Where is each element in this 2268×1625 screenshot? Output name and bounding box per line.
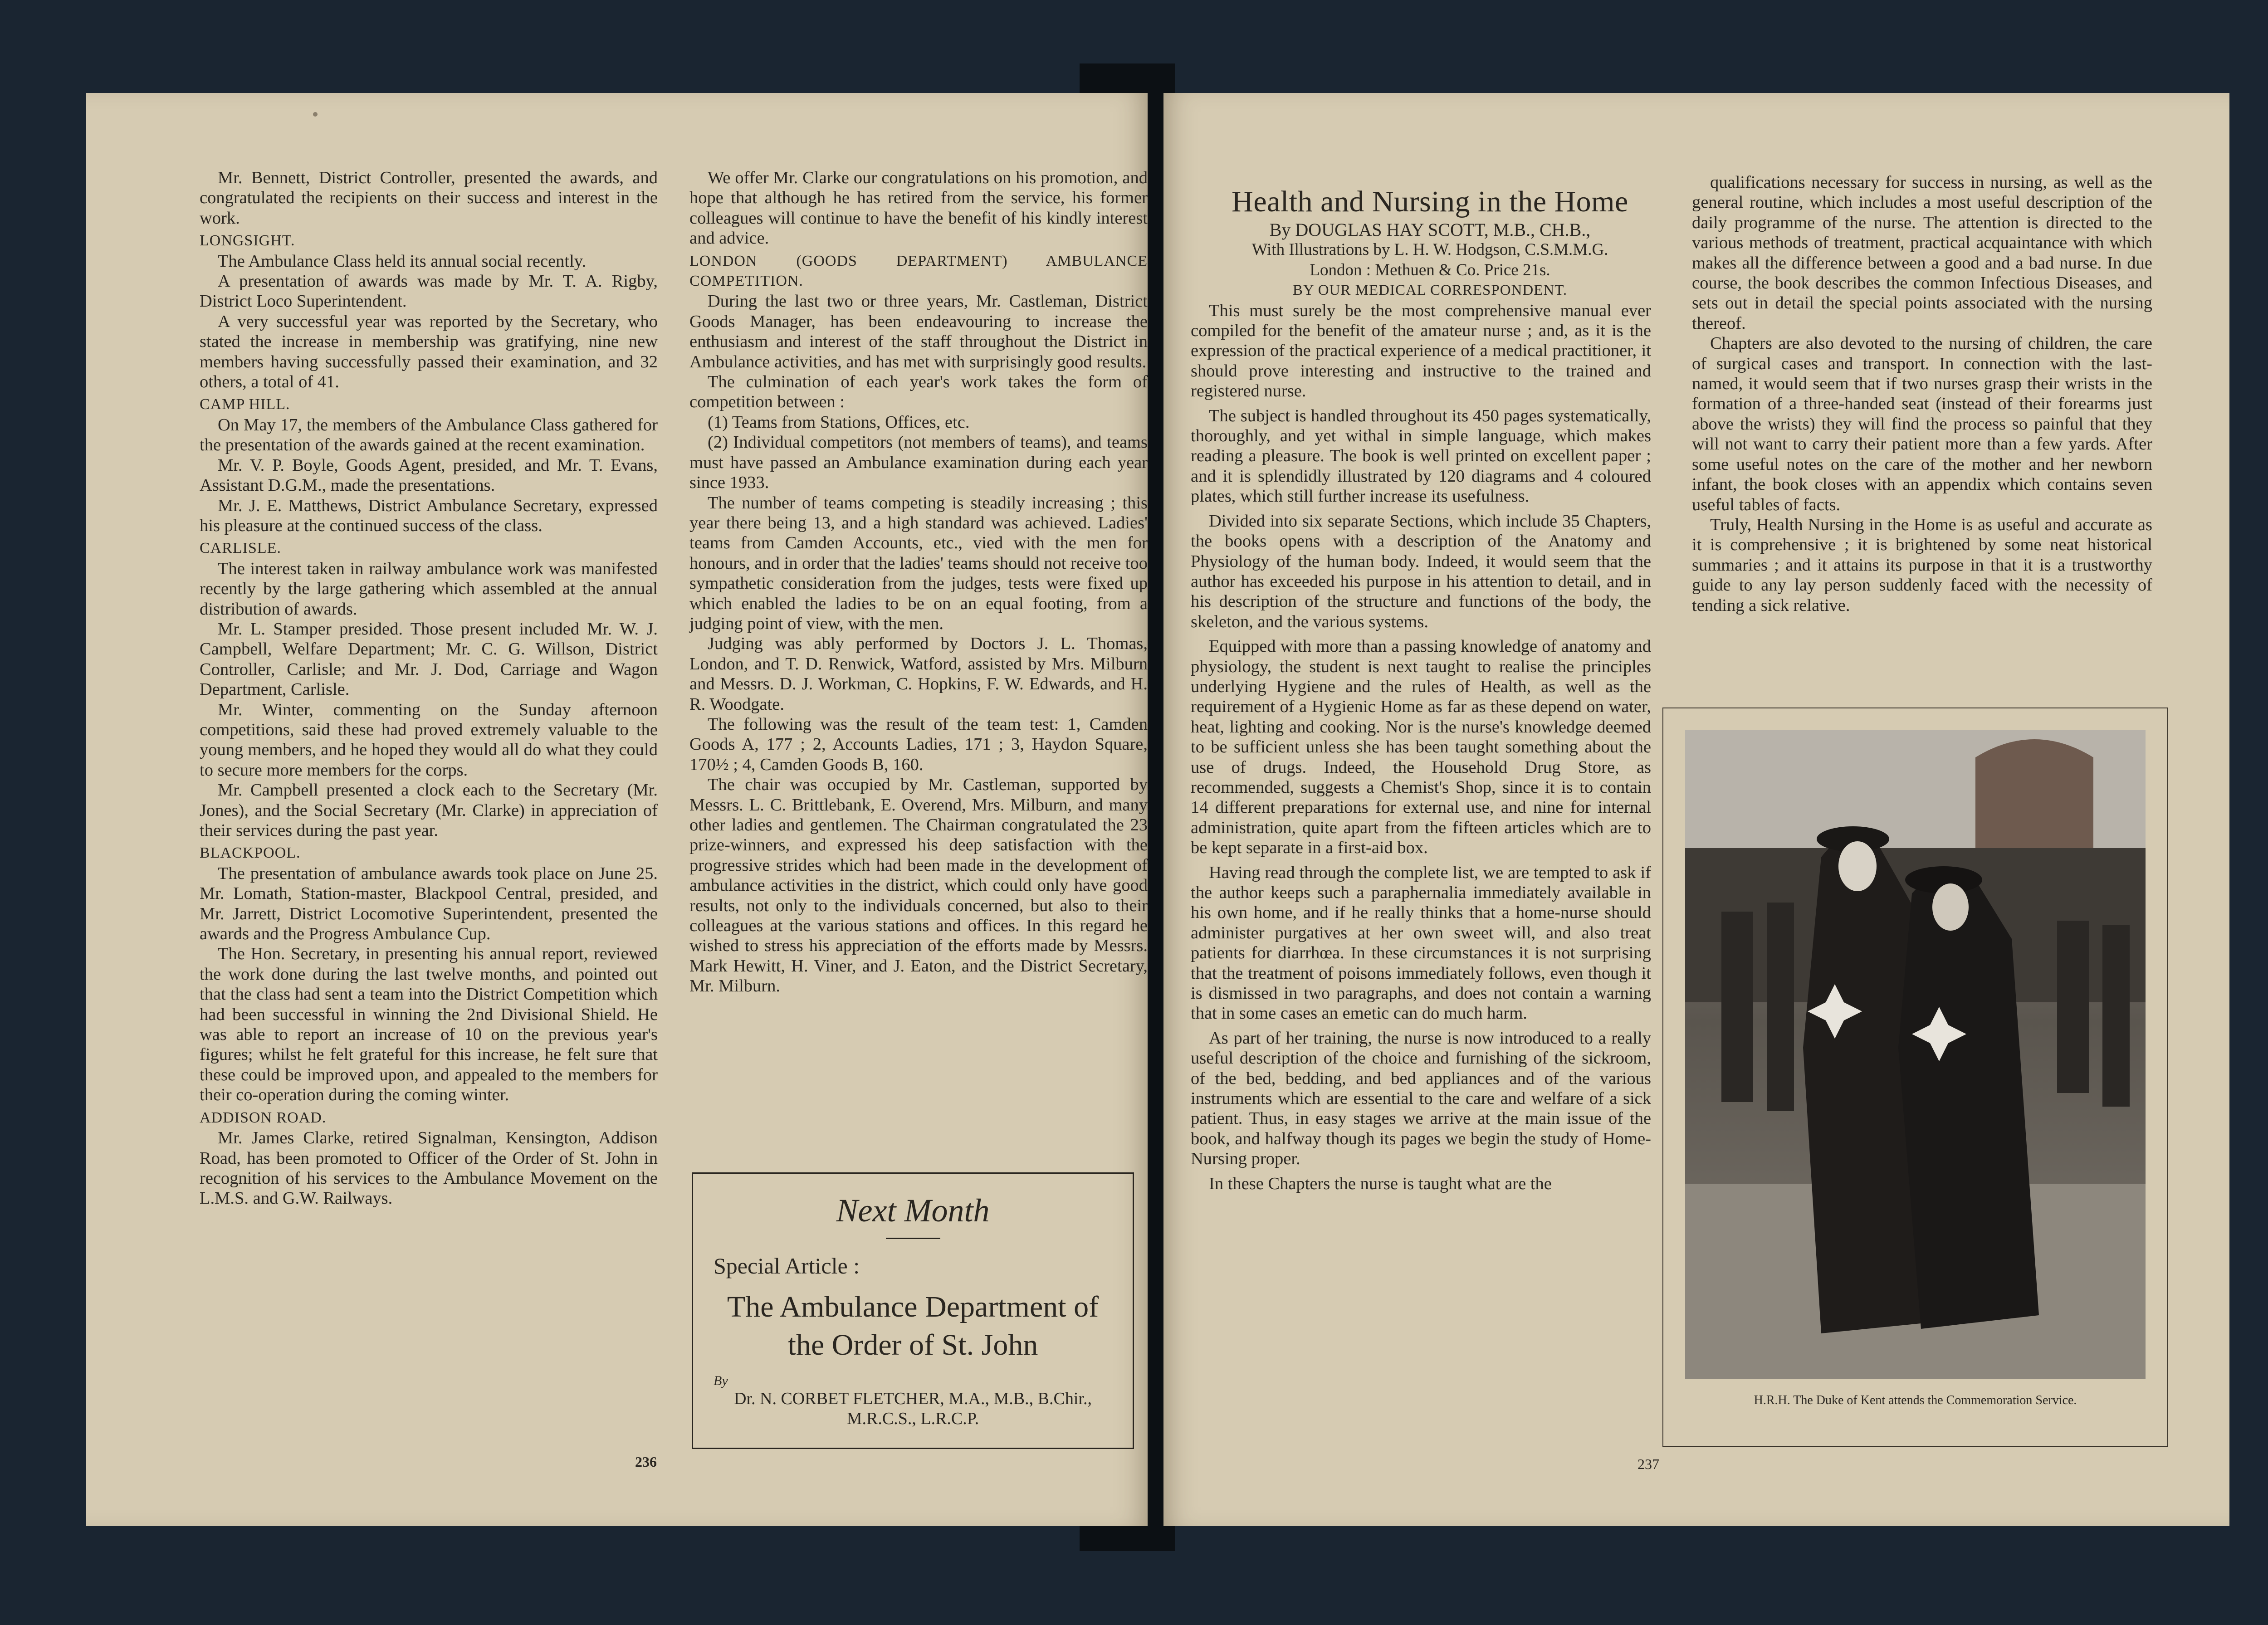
paragraph: We offer Mr. Clarke our congratulations on his promotion, and hope that although he has retired from the service, his former colleagues will continue to have the benefit of his kindly interest and advice. <box>689 168 1148 248</box>
paragraph: The chair was occupied by Mr. Castleman, supported by Messrs. L. C. Brittlebank, E. Overend, Mrs. Milburn, and many other ladies and gentlemen. The Chairman congratulated the 23 prize-winners, and expressed his deep satisfaction with the progressive strides which had been made in the development of ambulance activities in the district, which could only have good results, not only to the individuals concerned, but also to their colleagues at the various stations and offices. In this regard he wished to stress his appreciation of the efforts made by Messrs. Mark Hewitt, H. Viner, and J. Eaton, and the District Secretary, Mr. Milburn. <box>689 775 1148 996</box>
next-month-title: Next Month <box>836 1192 990 1229</box>
paragraph: Having read through the complete list, we are tempted to ask if the author keeps such a paraphernalia immediately available in his own home, and if he really thinks that a home-nurse should administer purgatives at her own sweet will, and also treat patients for diarrhœa. In these circumstances it is not surprising that the treatment of poisons immediately follows, even though it is dismissed in two paragraphs, and does not contain a warning that in some cases an emetic can do much harm. <box>1191 863 1651 1023</box>
paragraph-gap <box>1191 632 1651 636</box>
paragraph: The following was the result of the team test: 1, Camden Goods A, 177 ; 2, Accounts Ladies, 171 ; 3, Haydon Square, 170½ ; 4, Camden Goods B, 160. <box>689 714 1148 774</box>
paragraph-gap <box>1191 507 1651 511</box>
left-column-1 <box>200 168 658 1209</box>
paragraph: The Ambulance Class held its annual social recently. <box>218 251 587 271</box>
section-heading: ADDISON ROAD. <box>200 1109 327 1126</box>
left-column-2 <box>689 168 1148 996</box>
section-heading: CARLISLE. <box>200 540 281 557</box>
paragraph: Chapters are also devoted to the nursing of children, the care of surgical cases and transport. In connection with the last-named, it would seem that if two nurses grasp their wrists in the formation of a three-handed seat (instead of their forearms just above the wrists) they will find the process so painful that they will not want to carry their patient more than a few yards. After some useful notes on the care of the mother and her newborn infant, the book closes with an appendix which contains seven useful tables of facts. <box>1692 334 2152 514</box>
paragraph: Mr. Campbell presented a clock each to the Secretary (Mr. Jones), and the Social Secretary (Mr. Clarke) in appreciation of their services during the past year. <box>200 781 658 840</box>
paragraph: Mr. Bennett, District Controller, presented the awards, and congratulated the recipients on their success and interest in the work. <box>200 168 658 228</box>
paragraph: A presentation of awards was made by Mr. T. A. Rigby, District Loco Superintendent. <box>200 272 658 311</box>
paragraph-gap <box>1191 1169 1651 1174</box>
paragraph: qualifications necessary for success in nursing, as well as the general routine, which includes a most useful description of the daily programme of the nurse. The attention is directed to the various methods of treatment, practical acquaintance with which makes all the difference between a good and a bad nurse. In due course, the book describes the common Infectious Diseases, and sets out in detail the special points associated with the nursing thereof. <box>1692 173 2152 333</box>
section-heading: CAMP HILL. <box>200 396 290 413</box>
paragraph: The interest taken in railway ambulance work was manifested recently by the large gathering which assembled at the annual distribution of awards. <box>200 559 658 619</box>
next-month-article-title: The Ambulance Department of the Order of St. John <box>727 1290 1099 1361</box>
left-page-number: 236 <box>635 1454 657 1470</box>
paragraph-gap <box>1191 401 1651 406</box>
photo-caption: H.R.H. The Duke of Kent attends the Commemoration Service. <box>1754 1393 2077 1407</box>
next-month-box <box>692 1172 1134 1449</box>
paragraph: In these Chapters the nurse is taught what are the <box>1209 1174 1552 1193</box>
article-publisher: London : Methuen & Co. Price 21s. <box>1310 260 1550 279</box>
paragraph: On May 17, the members of the Ambulance Class gathered for the presentation of the awards gained at the recent examination. <box>200 415 658 455</box>
paragraph: A very successful year was reported by the Secretary, who stated the increase in membership was gratifying, nine new members having successfully passed their examination, and 32 others, a total of 41. <box>200 312 658 392</box>
article-title: Health and Nursing in the Home <box>1232 185 1628 218</box>
paragraph-gap <box>1191 858 1651 863</box>
photo-duke-of-kent <box>1685 730 2146 1379</box>
byline-prefix: By <box>1269 220 1291 240</box>
paragraph: The number of teams competing is steadily increasing ; this year there being 13, and a high standard was achieved. Ladies' teams from Camden Accounts, etc., vied with the men for honours, and in order that the ladies' teams should not receive too sympathetic consideration from the judges, tests were fixed up which enabled the ladies to be on an equal footing, from a judging point of view, with the men. <box>689 493 1148 633</box>
right-column-2 <box>1692 172 2152 615</box>
next-month-rule <box>886 1238 940 1239</box>
paragraph: Mr. V. P. Boyle, Goods Agent, presided, and Mr. T. Evans, Assistant D.G.M., made the presentations. <box>200 455 658 495</box>
page-blemish <box>313 112 318 117</box>
article-correspondent: BY OUR MEDICAL CORRESPONDENT. <box>1292 282 1568 299</box>
paragraph: (2) Individual competitors (not members of teams), and teams must have passed an Ambulance examination during each year since 1933. <box>689 433 1148 493</box>
right-column-1 <box>1191 184 1651 1194</box>
section-heading: LONGSIGHT. <box>200 232 295 249</box>
paragraph: The subject is handled throughout its 450 pages systematically, thoroughly, and yet withal in simple language, which makes reading a pleasure. The book is well printed on excellent paper ; and it is splendidly illustrated by 120 diagrams and 4 coloured plates, which still further increase its usefulness. <box>1191 406 1651 506</box>
paragraph: Equipped with more than a passing knowledge of anatomy and physiology, the student is next taught to realise the principles underlying Hygiene and the rules of Health, as well as the requirement of a Hygienic Home as far as these depend on water, heat, lighting and cooking. Nor is the nurse's knowledge deemed to be sufficient unless she has been taught something about the use of drugs. Indeed, the Household Drug Store, as recommended, suggests a Chemist's Shop, since it is to contain 14 different preparations for external use, and nine for internal administration, quite apart from the fifteen articles which are to be kept separate in a first-aid box. <box>1191 637 1651 858</box>
article-byline <box>1191 220 1651 240</box>
paragraph: The culmination of each year's work takes the form of competition between : <box>689 372 1148 412</box>
paragraph: Mr. James Clarke, retired Signalman, Kensington, Addison Road, has been promoted to Officer of the Order of St. John in recognition of his services to the Ambulance Movement on the L.M.S. and G.W. Railways. <box>200 1128 658 1208</box>
right-column-1-body <box>1191 301 1651 1194</box>
paragraph: This must surely be the most comprehensive manual ever compiled for the benefit of the amateur nurse ; and, as it is the expression of the practical experience of a medical practitioner, it should prove interesting and instructive to the trained and registered nurse. <box>1191 301 1651 401</box>
right-page <box>1163 93 2229 1526</box>
paragraph: During the last two or three years, Mr. Castleman, District Goods Manager, has been endeavouring to increase the enthusiasm and interest of the staff throughout the District in Ambulance activities, and has met with surprisingly good results. <box>689 292 1148 371</box>
paragraph: Truly, Health Nursing in the Home is as useful and accurate as it is comprehensive ; it is brightened by some neat historical summaries ; and it attains its purpose in that it is a trustworthy guide to any lay person suddenly faced with the necessity of tending a sick relative. <box>1692 515 2152 615</box>
paragraph: Divided into six separate Sections, which include 35 Chapters, the books opens with a description of the Anatomy and Physiology of the human body. Indeed, it would seem that the author has exceeded his purpose in his attention to detail, and in his description of the structure and functions of the body, the skeleton, and the various systems. <box>1191 511 1651 631</box>
paragraph: The presentation of ambulance awards took place on June 25. Mr. Lomath, Station-master, Blackpool Central, presided, and Mr. Jarrett, District Locomotive Superintendent, presented the awards and the Progress Ambulance Cup. <box>200 864 658 944</box>
paragraph: Mr. Winter, commenting on the Sunday afternoon competitions, said these had proved extremely valuable to the young members, and he hoped they would all do what they could to secure more members for the corps. <box>200 700 658 780</box>
next-month-author-line-2: M.R.C.S., L.R.C.P. <box>846 1409 979 1428</box>
byline-author: DOUGLAS HAY SCOTT, M.B., CH.B., <box>1295 220 1591 240</box>
next-month-special-label: Special Article : <box>714 1253 860 1279</box>
left-page <box>86 93 1148 1526</box>
paragraph: Mr. L. Stamper presided. Those present included Mr. W. J. Campbell, Welfare Department; Mr. C. G. Willson, District Controller, Carlisle; and Mr. J. Dod, Carriage and Wagon Department, Carlisle. <box>200 619 658 699</box>
next-month-by: By <box>714 1373 728 1388</box>
section-heading: LONDON (GOODS DEPARTMENT) AMBULANCE COMPETITION. <box>689 252 1148 290</box>
paragraph: Judging was ably performed by Doctors J. L. Thomas, London, and T. D. Renwick, Watford, assisted by Mrs. Milburn and Messrs. D. J. Workman, C. Hopkins, F. W. Edwards, and H. R. Woodgate. <box>689 634 1148 714</box>
paragraph: As part of her training, the nurse is now introduced to a really useful description of the choice and furnishing of the sickroom, of the bed, bedding, and bed appliances and of the various instruments which are essential to the care and welfare of a sick patient. Thus, in easy stages we arrive at the main issue of the book, and halfway though its pages we begin the study of Home-Nursing proper. <box>1191 1028 1651 1169</box>
next-month-author-line-1: Dr. N. CORBET FLETCHER, M.A., M.B., B.Chir., <box>734 1389 1092 1408</box>
right-page-number: 237 <box>1637 1456 1659 1472</box>
paragraph: Mr. J. E. Matthews, District Ambulance Secretary, expressed his pleasure at the continued success of the class. <box>200 496 658 535</box>
section-heading: BLACKPOOL. <box>200 844 301 862</box>
paragraph: (1) Teams from Stations, Offices, etc. <box>708 412 970 432</box>
paragraph: The Hon. Secretary, in presenting his annual report, reviewed the work done during the last twelve months, and pointed out that the class had sent a team into the District Competition which had been successful in winning the 2nd Divisional Shield. He was able to report an increase of 10 on the previous year's figures; whilst he felt grateful for this increase, he felt sure that these could be improved upon, and appealed to the members for their co-operation during the coming winter. <box>200 944 658 1105</box>
photo-frame <box>1662 708 2168 1447</box>
paragraph-gap <box>1191 1024 1651 1028</box>
article-illustrations: With Illustrations by L. H. W. Hodgson, C.S.M.M.G. <box>1251 240 1608 259</box>
